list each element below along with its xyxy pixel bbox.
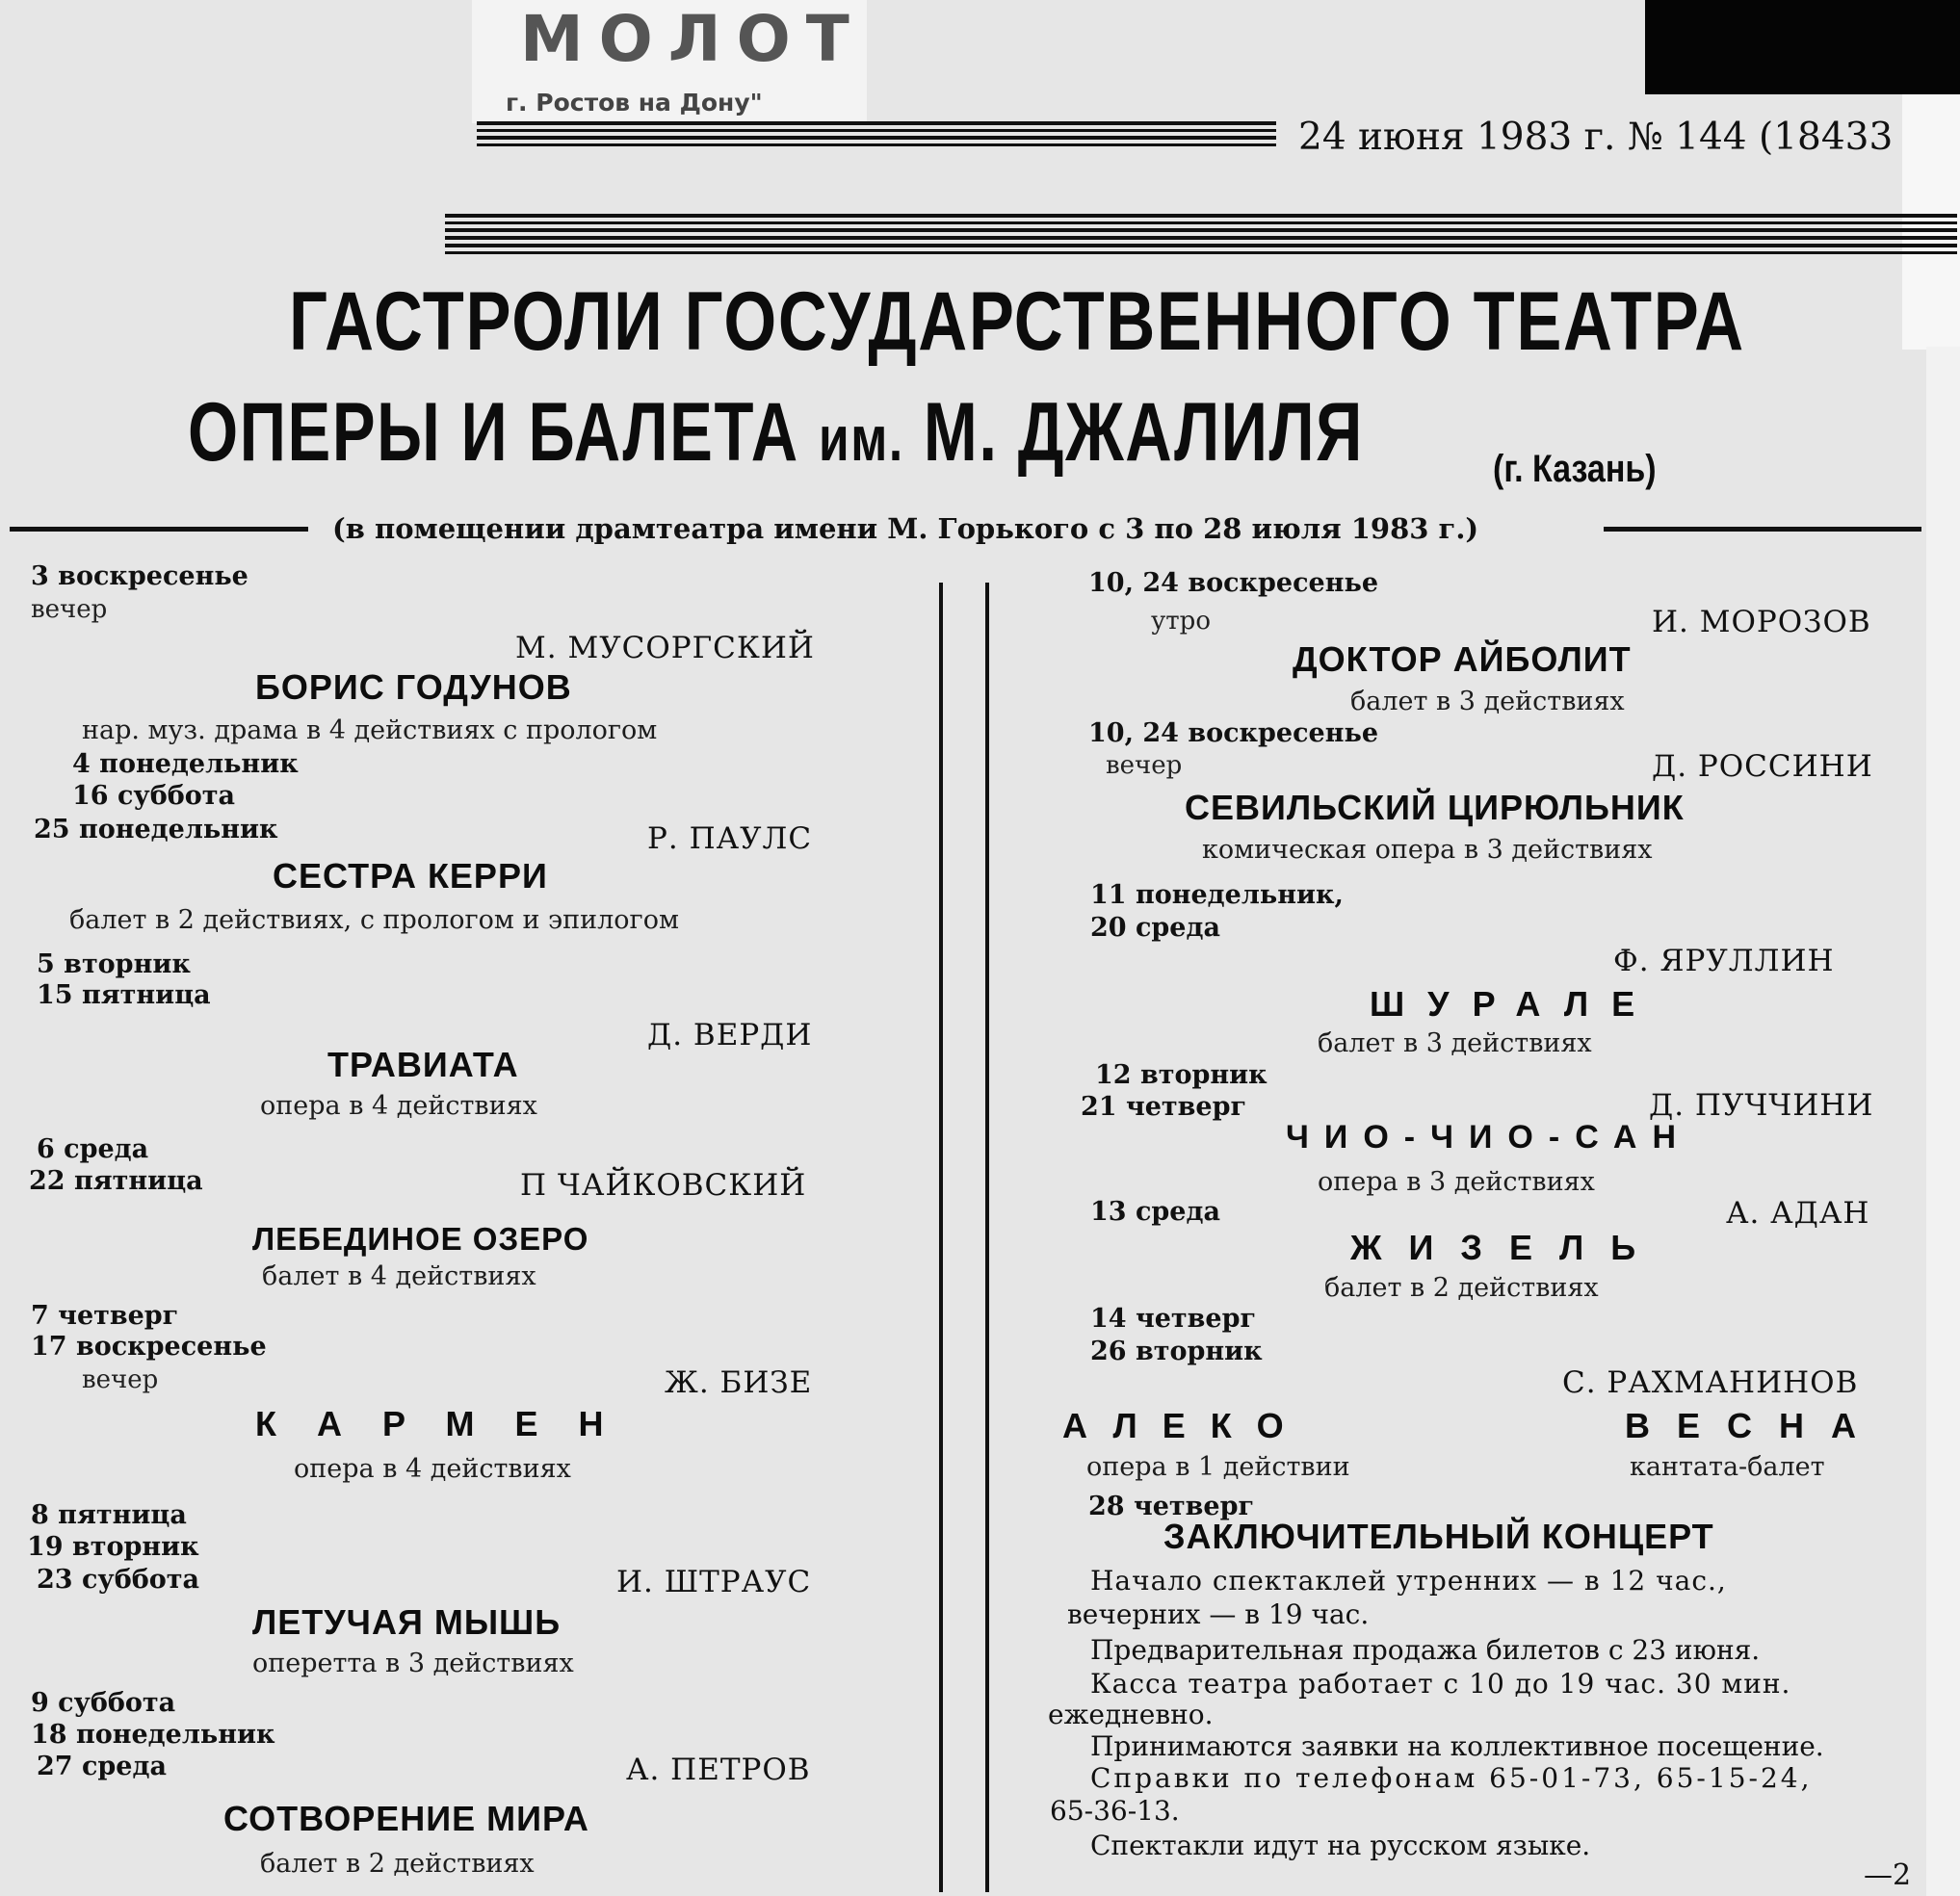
event-date: 28 четверг — [1088, 1492, 1255, 1521]
event-date: 25 понедельник — [34, 815, 278, 844]
header-rule-3 — [477, 136, 1276, 140]
composer: И. ШТРАУС — [616, 1565, 812, 1599]
info-note: Справки по телефонам 65-01-73, 65-15-24, — [1090, 1762, 1813, 1794]
header-rule-4 — [477, 143, 1276, 146]
event-date: 7 четверг — [31, 1301, 179, 1331]
composer: Р. ПАУЛС — [647, 821, 813, 856]
work-title: ДОКТОР АЙБОЛИТ — [1293, 639, 1632, 679]
event-date: 20 среда — [1090, 913, 1220, 943]
info-note: вечерних — в 19 час. — [1067, 1598, 1370, 1630]
event-date: 5 вторник — [37, 949, 191, 979]
event-time: вечер — [1106, 751, 1183, 780]
info-note: Предварительная продажа билетов с 23 июня. — [1090, 1634, 1761, 1666]
composer: А. ПЕТРОВ — [626, 1753, 811, 1787]
section-rule-3 — [445, 228, 1957, 232]
event-date: 10, 24 воскресенье — [1088, 718, 1378, 748]
event-time: вечер — [82, 1365, 159, 1394]
section-rule-6 — [445, 251, 1957, 254]
event-date: 17 воскресенье — [31, 1332, 267, 1362]
work-genre: балет в 3 действиях — [1318, 1028, 1592, 1058]
section-rule-5 — [445, 244, 1957, 247]
work-title: ТРАВИАТА — [327, 1045, 519, 1084]
subtitle: (в помещении драмтеатра имени М. Горького с 3 по 28 июля 1983 г.) — [332, 512, 1479, 545]
event-date: 13 среда — [1090, 1197, 1220, 1227]
info-note: 65-36-13. — [1050, 1795, 1180, 1827]
work-genre: опера в 4 действиях — [260, 1091, 537, 1121]
work-genre: опера в 4 действиях — [294, 1454, 571, 1484]
event-date: 8 пятница — [31, 1500, 187, 1530]
composer: Ж. БИЗЕ — [665, 1365, 813, 1400]
work-title: СЕВИЛЬСКИЙ ЦИРЮЛЬНИК — [1185, 788, 1685, 827]
composer: Ф. ЯРУЛЛИН — [1613, 944, 1835, 978]
event-date: 10, 24 воскресенье — [1088, 568, 1378, 598]
info-note: ежедневно. — [1048, 1699, 1214, 1730]
header-rule-1 — [477, 121, 1276, 125]
headline-opera-ballet: ОПЕРЫ И БАЛЕТА — [188, 386, 799, 479]
event-date: 26 вторник — [1090, 1337, 1263, 1366]
work-title-2: ВЕСНА — [1625, 1406, 1884, 1445]
headline-line-2 — [188, 385, 1364, 480]
info-note: Начало спектаклей утренних — в 12 час., — [1090, 1565, 1727, 1597]
work-title: СОТВОРЕНИЕ МИРА — [223, 1799, 589, 1838]
event-date: 21 четверг — [1081, 1092, 1247, 1122]
event-date: 23 суббота — [37, 1565, 199, 1595]
column-divider-left — [939, 583, 943, 1892]
event-date: 27 среда — [37, 1752, 167, 1781]
event-date: 6 среда — [37, 1134, 149, 1164]
headline-im: им. — [819, 403, 904, 474]
masthead — [472, 0, 867, 123]
work-genre: комическая опера в 3 действиях — [1202, 835, 1653, 865]
work-genre: балет в 2 действиях — [1324, 1273, 1599, 1303]
info-note: Касса театра работает с 10 до 19 час. 30 мин. — [1090, 1668, 1791, 1700]
column-divider-right — [985, 583, 989, 1892]
work-title: ЛЕТУЧАЯ МЫШЬ — [252, 1602, 562, 1642]
info-note: Спектакли идут на русском языке. — [1090, 1830, 1591, 1861]
work-genre: нар. муз. драма в 4 действиях с прологом — [82, 715, 658, 745]
work-title: ЧИО-ЧИО-САН — [1286, 1119, 1692, 1156]
newspaper-city: г. Ростов на Дону" — [506, 89, 763, 117]
work-genre: опера в 3 действиях — [1318, 1167, 1595, 1197]
work-genre-2: кантата-балет — [1630, 1452, 1825, 1482]
composer: И. МОРОЗОВ — [1652, 605, 1871, 639]
event-date: 4 понедельник — [72, 749, 299, 779]
composer: П ЧАЙКОВСКИЙ — [520, 1168, 807, 1203]
headline-line-1: ГАСТРОЛИ ГОСУДАРСТВЕННОГО ТЕАТРА — [289, 275, 1745, 368]
headline-jalil: М. ДЖАЛИЛЯ — [923, 386, 1364, 479]
event-date: 12 вторник — [1095, 1060, 1267, 1090]
event-date: 14 четверг — [1090, 1304, 1257, 1334]
work-title: ШУРАЛЕ — [1370, 984, 1659, 1024]
info-note: Принимаются заявки на коллективное посещение. — [1090, 1730, 1824, 1762]
work-genre: балет в 2 действиях, с прологом и эпилогом — [69, 905, 679, 935]
issue-date-line: 24 июня 1983 г. № 144 (18433 — [1298, 116, 1894, 159]
work-genre: оперетта в 3 действиях — [252, 1649, 574, 1678]
newspaper-name: МОЛОТ — [520, 2, 865, 76]
work-title: ЖИЗЕЛЬ — [1350, 1228, 1663, 1267]
composer: Д. РОССИНИ — [1652, 749, 1873, 784]
event-date: 9 суббота — [31, 1688, 176, 1718]
work-title: ЛЕБЕДИНОЕ ОЗЕРО — [252, 1221, 589, 1257]
event-date: 11 понедельник, — [1090, 880, 1344, 910]
composer: С. РАХМАНИНОВ — [1562, 1365, 1859, 1400]
work-genre: балет в 3 действиях — [1350, 687, 1625, 716]
work-title: АЛЕКО — [1062, 1406, 1309, 1445]
section-rule-1 — [445, 214, 1957, 218]
composer: А. АДАН — [1726, 1196, 1870, 1231]
composer: М. МУСОРГСКИЙ — [515, 631, 815, 665]
page-number: —2 — [1864, 1858, 1912, 1892]
paper-edge-strip-lower — [1926, 347, 1960, 1896]
section-rule-2 — [445, 221, 1957, 224]
work-genre: балет в 4 действиях — [262, 1261, 536, 1291]
work-title: СЕСТРА КЕРРИ — [273, 856, 548, 896]
section-rule-4 — [445, 236, 1957, 240]
work-title: БОРИС ГОДУНОВ — [255, 667, 572, 707]
composer: Д. ВЕРДИ — [647, 1018, 813, 1052]
work-title: КАРМЕН — [255, 1404, 644, 1443]
event-date: 18 понедельник — [31, 1720, 275, 1750]
black-corner-block — [1645, 0, 1960, 94]
header-rule-2 — [477, 129, 1276, 132]
event-time: вечер — [31, 595, 108, 624]
event-date: 16 суббота — [72, 781, 235, 811]
event-date: 22 пятница — [29, 1166, 203, 1196]
work-genre: балет в 2 действиях — [260, 1849, 535, 1879]
event-date: 3 воскресенье — [31, 561, 248, 591]
event-time: утро — [1151, 607, 1211, 636]
subtitle-rule-right — [1604, 527, 1921, 532]
event-date: 15 пятница — [37, 980, 211, 1010]
work-genre: опера в 1 действии — [1086, 1452, 1350, 1482]
work-title: ЗАКЛЮЧИТЕЛЬНЫЙ КОНЦЕРТ — [1163, 1517, 1714, 1556]
headline-city: (г. Казань) — [1493, 448, 1657, 490]
event-date: 19 вторник — [27, 1532, 199, 1562]
subtitle-rule-left — [10, 527, 308, 532]
composer: Д. ПУЧЧИНИ — [1649, 1088, 1874, 1123]
